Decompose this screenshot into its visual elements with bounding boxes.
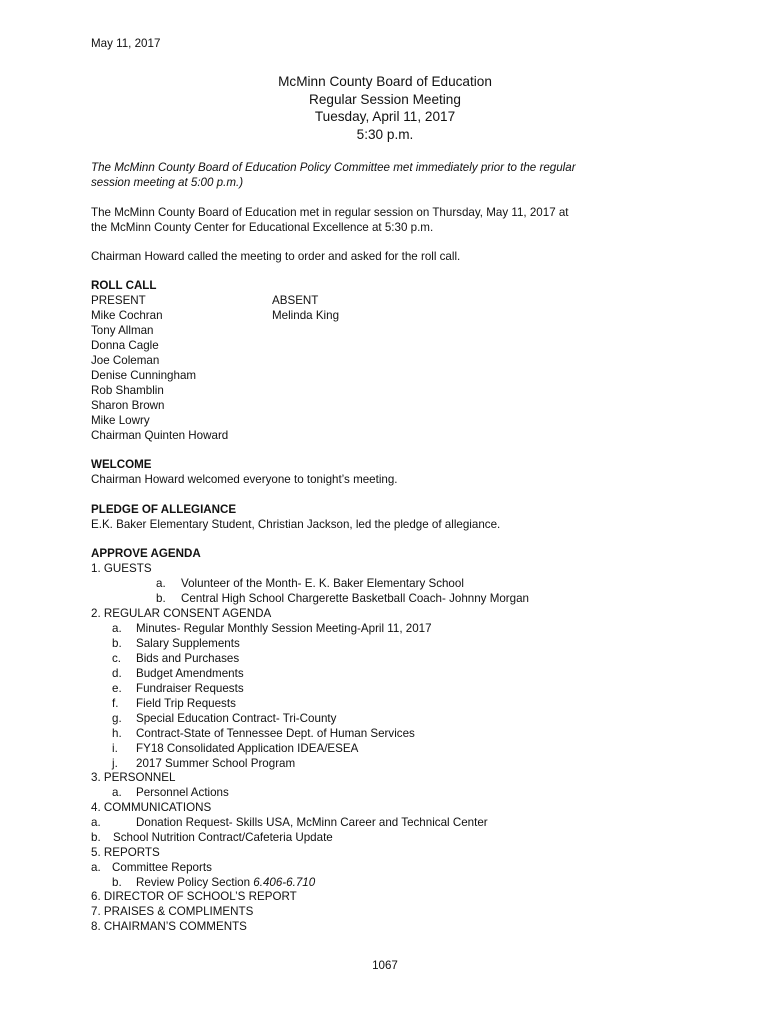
agenda-item-review-policy [136, 875, 315, 890]
title-date: Tuesday, April 11, 2017 [314, 109, 456, 124]
agenda-item: 2017 Summer School Program [136, 757, 296, 770]
agenda-item-marker: b. [156, 592, 166, 605]
agenda-personnel-title: 3. PERSONNEL [91, 771, 176, 784]
policy-note-line1: The McMinn County Board of Education Policy Committee met immediately prior to the regular [91, 161, 576, 174]
agenda-item: FY18 Consolidated Application IDEA/ESEA [136, 742, 359, 755]
agenda-item: Personnel Actions [136, 786, 229, 799]
agenda-item-marker: i. [112, 742, 118, 755]
agenda-reports-title: 5. REPORTS [91, 846, 160, 859]
agenda-item-marker: j. [112, 757, 118, 770]
agenda-item-marker: a. [91, 816, 101, 829]
agenda-item-marker: f. [112, 697, 119, 710]
agenda-item: Volunteer of the Month- E. K. Baker Elementary School [181, 577, 464, 590]
agenda-praises: 7. PRAISES & COMPLIMENTS [91, 905, 254, 918]
review-policy-prefix: Review Policy Section [136, 876, 254, 889]
agenda-item: Field Trip Requests [136, 697, 236, 710]
policy-note-line2: session meeting at 5:00 p.m.) [91, 176, 244, 189]
session-line1: The McMinn County Board of Education met in regular session on Thursday, May 11, 2017 at [91, 206, 569, 219]
agenda-item: Salary Supplements [136, 637, 240, 650]
session-line2: the McMinn County Center for Educational Excellence at 5:30 p.m. [91, 221, 434, 234]
title-time: 5:30 p.m. [356, 126, 414, 142]
roll-call-heading: ROLL CALL [91, 279, 157, 292]
agenda-item: School Nutrition Contract/Cafeteria Update [113, 831, 333, 844]
pledge-text: E.K. Baker Elementary Student, Christian Jackson, led the pledge of allegiance. [91, 518, 501, 531]
agenda-item-marker: g. [112, 712, 122, 725]
present-label: PRESENT [91, 294, 146, 307]
agenda-item: Bids and Purchases [136, 652, 240, 665]
agenda-item-marker: c. [112, 652, 122, 665]
absent-member: Melinda King [272, 309, 340, 322]
title-org: McMinn County Board of Education [278, 74, 492, 89]
agenda-item-marker: a. [112, 786, 122, 799]
pledge-heading: PLEDGE OF ALLEGIANCE [91, 503, 237, 516]
present-member: Chairman Quinten Howard [91, 429, 229, 442]
agenda-item-marker: h. [112, 727, 122, 740]
agenda-item-marker: a. [91, 861, 101, 874]
agenda-communications-title: 4. COMMUNICATIONS [91, 801, 212, 814]
present-member: Mike Cochran [91, 309, 163, 322]
agenda-item: Central High School Chargerette Basketball Coach- Johnny Morgan [181, 592, 529, 605]
agenda-chairman-comments: 8. CHAIRMAN’S COMMENTS [91, 920, 247, 933]
agenda-director-report: 6. DIRECTOR OF SCHOOL’S REPORT [91, 890, 297, 903]
policy-section-number: 6.406-6.710 [253, 876, 316, 889]
agenda-item-marker: b. [112, 876, 122, 889]
present-member: Donna Cagle [91, 339, 159, 352]
welcome-text: Chairman Howard welcomed everyone to tonight’s meeting. [91, 473, 398, 486]
agenda-guests-title: 1. GUESTS [91, 562, 152, 575]
header-date: May 11, 2017 [91, 37, 161, 50]
present-member: Denise Cunningham [91, 369, 197, 382]
agenda-item-marker: b. [112, 637, 122, 650]
agenda-item-marker: b. [91, 831, 101, 844]
agenda-item: Contract-State of Tennessee Dept. of Human Services [136, 727, 415, 740]
agenda-heading: APPROVE AGENDA [91, 547, 201, 560]
agenda-item: Special Education Contract- Tri-County [136, 712, 337, 725]
welcome-heading: WELCOME [91, 458, 152, 471]
agenda-item: Donation Request- Skills USA, McMinn Career and Technical Center [136, 816, 488, 829]
agenda-item-marker: d. [112, 667, 122, 680]
agenda-item: Minutes- Regular Monthly Session Meeting-April 11, 2017 [136, 622, 432, 635]
present-member: Tony Allman [91, 324, 154, 337]
title-meeting: Regular Session Meeting [309, 91, 461, 107]
agenda-consent-title: 2. REGULAR CONSENT AGENDA [91, 607, 272, 620]
agenda-item: Budget Amendments [136, 667, 244, 680]
call-to-order: Chairman Howard called the meeting to order and asked for the roll call. [91, 250, 461, 263]
page-number: 1067 [372, 959, 398, 972]
present-member: Joe Coleman [91, 354, 160, 367]
absent-label: ABSENT [272, 294, 319, 307]
present-member: Mike Lowry [91, 414, 150, 427]
present-member: Sharon Brown [91, 399, 165, 412]
agenda-item-marker: e. [112, 682, 122, 695]
present-member: Rob Shamblin [91, 384, 164, 397]
agenda-item: Committee Reports [112, 861, 212, 874]
agenda-item-marker: a. [156, 577, 166, 590]
agenda-item: Fundraiser Requests [136, 682, 244, 695]
agenda-item-marker: a. [112, 622, 122, 635]
